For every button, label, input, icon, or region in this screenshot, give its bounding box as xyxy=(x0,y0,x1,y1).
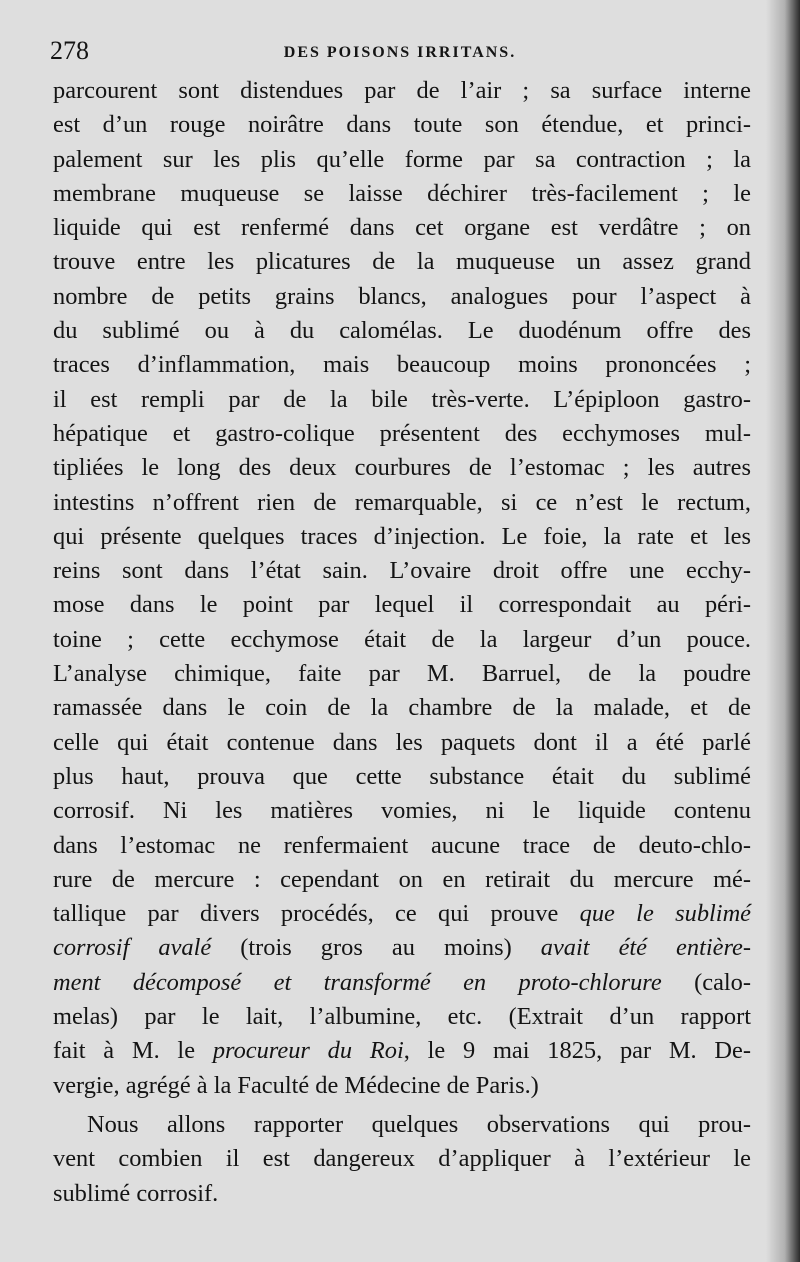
text-line: traces d’inflammation, mais beaucoup moins prononcées ; xyxy=(53,351,751,379)
text-line: mose dans le point par lequel il correspondait au péri- xyxy=(53,591,751,619)
text-segment: (calo- xyxy=(661,968,752,996)
text-line: qui présente quelques traces d’injection. Le foie, la rate et les xyxy=(53,522,751,550)
page-header xyxy=(50,36,750,72)
paragraph-2 xyxy=(53,1108,751,1211)
text-line: membrane muqueuse se laisse déchirer très-facilement ; le xyxy=(53,179,751,207)
italic-segment: ment décomposé et transformé en proto-chlorure xyxy=(53,968,662,996)
italic-segment: procureur du Roi xyxy=(212,1037,404,1065)
text-line xyxy=(53,1034,751,1068)
text-line xyxy=(53,897,751,931)
text-line: celle qui était contenue dans les paquets dont il a été parlé xyxy=(53,728,751,756)
text-line: il est rempli par de la bile très-verte. L’épiploon gastro- xyxy=(53,385,751,413)
page-spine-shadow xyxy=(766,0,800,1262)
text-line: ramassée dans le coin de la chambre de la malade, et de xyxy=(53,694,751,722)
text-line: intestins n’offrent rien de remarquable, si ce n’est le rectum, xyxy=(53,488,751,516)
text-line xyxy=(53,966,751,1000)
text-line: du sublimé ou à du calomélas. Le duodénum offre des xyxy=(53,317,751,345)
text-line: nombre de petits grains blancs, analogues pour l’aspect à xyxy=(53,282,751,310)
text-line: liquide qui est renfermé dans cet organe est verdâtre ; on xyxy=(53,214,751,242)
text-line: melas) par le lait, l’albumine, etc. (Extrait d’un rapport xyxy=(53,1003,751,1031)
text-segment: fait à M. le xyxy=(53,1037,213,1065)
italic-segment: corrosif avalé xyxy=(53,934,212,962)
text-line: Nous allons rapporter quelques observations qui prou- xyxy=(87,1110,751,1138)
text-line: sublimé corrosif. xyxy=(53,1179,219,1207)
text-line xyxy=(53,931,751,965)
text-segment: (trois gros au moins) xyxy=(211,934,541,962)
text-line: trouve entre les plicatures de la muqueuse un assez grand xyxy=(53,248,751,276)
body-text xyxy=(53,74,751,1211)
text-line: plus haut, prouva que cette substance était du sublimé xyxy=(53,762,751,790)
text-line: rure de mercure : cependant on en retirait du mercure mé- xyxy=(53,865,751,893)
text-segment: , le 9 mai 1825, par M. De- xyxy=(403,1037,751,1065)
text-line: toine ; cette ecchymose était de la largeur d’un pouce. xyxy=(53,625,751,653)
page-number: 278 xyxy=(50,36,89,65)
text-line: est d’un rouge noirâtre dans toute son étendue, et princi- xyxy=(53,111,751,139)
italic-segment: avait été entière- xyxy=(540,934,751,962)
text-line: vent combien il est dangereux d’appliquer à l’extérieur le xyxy=(53,1145,751,1173)
text-line: palement sur les plis qu’elle forme par sa contraction ; la xyxy=(53,145,751,173)
paragraph-1 xyxy=(53,74,751,1103)
text-segment: tallique par divers procédés, ce qui prouve xyxy=(53,900,580,928)
italic-segment: que le sublimé xyxy=(579,900,752,928)
text-line: reins sont dans l’état sain. L’ovaire droit offre une ecchy- xyxy=(53,557,751,585)
text-line: dans l’estomac ne renfermaient aucune trace de deuto-chlo- xyxy=(53,831,751,859)
running-title: DES POISONS IRRITANS. xyxy=(283,44,517,61)
text-line: L’analyse chimique, faite par M. Barruel, de la poudre xyxy=(53,660,751,688)
text-line: hépatique et gastro-colique présentent des ecchymoses mul- xyxy=(53,419,751,447)
text-line: vergie, agrégé à la Faculté de Médecine de Paris.) xyxy=(53,1071,539,1099)
text-line: parcourent sont distendues par de l’air ; sa surface interne xyxy=(53,77,751,104)
text-line: corrosif. Ni les matières vomies, ni le liquide contenu xyxy=(53,797,751,825)
text-line: tipliées le long des deux courbures de l’estomac ; les autres xyxy=(53,454,751,482)
